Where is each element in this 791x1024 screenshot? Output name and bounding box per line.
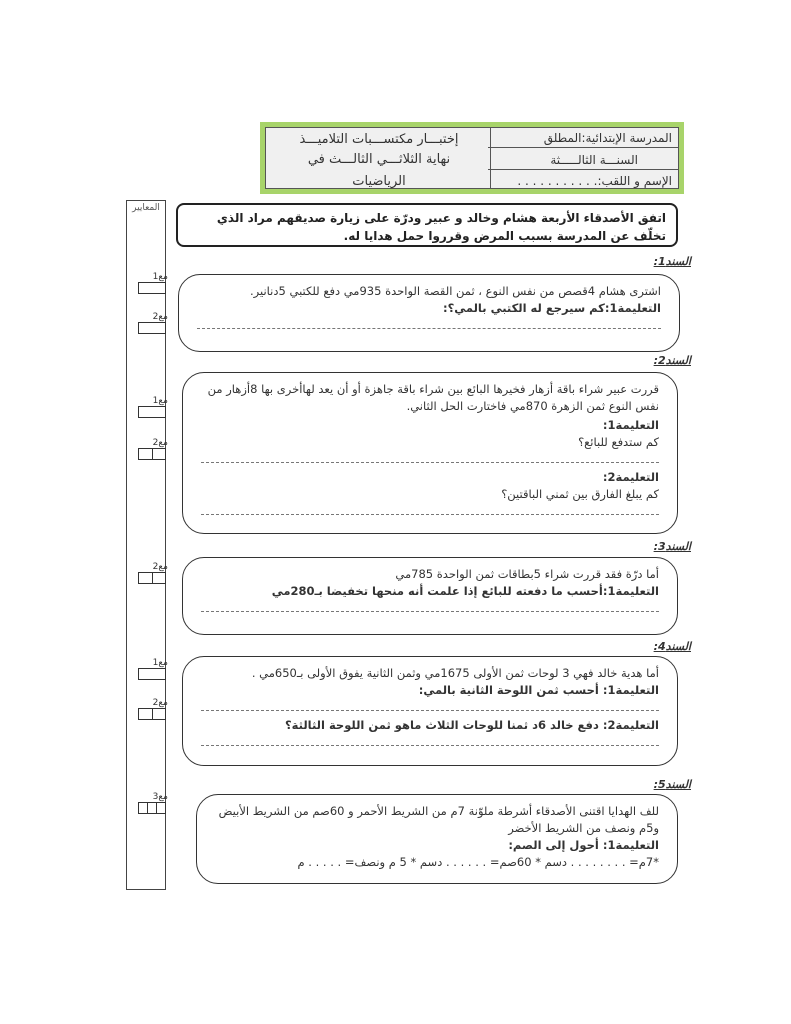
intro-paragraph: اتفق الأصدقاء الأربعة هشام وخالد و عبير ودرّة على زيارة صديقهم مراد الذي تخلّف عن المدرسة بسبب المرض وقرروا حمل هدايا له.: [176, 203, 678, 247]
section-5-task-1: التعليمة1: أحول إلى الصم:: [508, 838, 659, 852]
section-2-task-2-label: التعليمة2:: [602, 470, 659, 484]
score-box: [138, 312, 168, 334]
school-year: السنـــة الثالـــــثة: [550, 153, 638, 167]
section-5-conversion-line: *7م= . . . . . . . . دسم * 60صم= . . . . . . دسم * 5 م ونصف= . . . . . م: [297, 855, 659, 869]
section-3-task-1: التعليمة1:أحسب ما دفعته للبائع إذا علمت أنه منحها تخفيضا بـ280مي: [271, 584, 659, 598]
exam-title-line3: الرياضيات: [352, 174, 406, 189]
score-cells: [138, 668, 166, 680]
section-2-panel: [182, 372, 678, 534]
section-2-text: قررت عبير شراء باقة أزهار فخيرها البائع بين شراء باقة جاهزة أو أن يعد لهاأخرى بها 8أزهار من نفس النوع ثمن الزهرة 870مي فاختارت الحل الثاني.: [207, 382, 659, 413]
score-box: [138, 698, 168, 720]
score-cells: [138, 282, 166, 294]
criteria-header: المعايير: [132, 203, 160, 213]
score-label: مع2: [152, 562, 168, 572]
answer-line: [201, 453, 659, 463]
section-3-panel: [182, 557, 678, 635]
score-label: مع2: [152, 698, 168, 708]
score-label: مع1: [152, 272, 168, 282]
section-5-panel: [196, 794, 678, 884]
score-box: [138, 272, 168, 294]
score-box: [138, 396, 168, 418]
section-2-task-2-question: كم يبلغ الفارق بين ثمني الباقتين؟: [501, 487, 659, 501]
score-box: [138, 562, 168, 584]
section-3-text: أما درّة فقد قررت شراء 5بطاقات ثمن الواحدة 785مي: [395, 567, 659, 581]
answer-line: [201, 736, 659, 746]
score-cells: [138, 448, 166, 460]
section-5-title: السند5:: [653, 778, 691, 791]
score-box: [138, 438, 168, 460]
score-label: مع2: [152, 438, 168, 448]
score-cells: [138, 322, 166, 334]
section-1-text: اشترى هشام 4قصص من نفس النوع ، ثمن القصة الواحدة 935مي دفع للكتبي 5دنانير.: [250, 284, 661, 298]
section-4-title: السند4:: [653, 640, 691, 653]
score-label: مع1: [152, 658, 168, 668]
criteria-column: [126, 200, 166, 890]
score-cells: [138, 572, 166, 584]
section-4-text: أما هدية خالد فهي 3 لوحات ثمن الأولى 1675مي وثمن الثانية يفوق الأولى بـ650مي .: [251, 666, 659, 680]
section-1-panel: [178, 274, 680, 352]
section-4-panel: [182, 656, 678, 766]
section-2-title: السند2:: [653, 354, 691, 367]
answer-line: [197, 319, 661, 329]
score-label: مع1: [152, 396, 168, 406]
section-2-task-1-question: كم ستدفع للبائع؟: [578, 435, 659, 449]
answer-line: [201, 602, 659, 612]
score-box: [138, 658, 168, 680]
score-cells: [138, 406, 166, 418]
section-2-task-1-label: التعليمة1:: [602, 418, 659, 432]
school-name: المدرسة الإبتدائية:المطلق: [543, 131, 672, 145]
score-cells: [138, 708, 166, 720]
score-cells: [138, 802, 166, 814]
answer-line: [201, 505, 659, 515]
score-label: مع3: [152, 792, 168, 802]
exam-header: [260, 122, 684, 194]
score-box: [138, 792, 168, 814]
exam-title-line1: إختبـــار مكتســـبات التلاميـــذ: [299, 132, 459, 147]
score-label: مع2: [152, 312, 168, 322]
header-table: [265, 127, 679, 189]
section-1-title: السند1:: [653, 255, 691, 268]
section-1-task-1: التعليمة1:كم سيرجع له الكتبي بالمي؟:: [443, 301, 661, 315]
exam-title-line2: نهاية الثلاثـــي الثالـــث في: [307, 152, 451, 167]
section-4-task-1: التعليمة1: أحسب ثمن اللوحة الثانية بالمي:: [418, 683, 659, 697]
section-5-text: للف الهدايا اقتنى الأصدقاء أشرطة ملوّنة 7م من الشريط الأحمر و 60صم من الشريط الأبيض و5م ونصف من الشريط الأخضر: [218, 804, 659, 835]
section-3-title: السند3:: [653, 540, 691, 553]
section-4-task-2: التعليمة2: دفع خالد 6د ثمنا للوحات الثلاث ماهو ثمن اللوحة الثالثة؟: [285, 718, 659, 732]
student-name-field: الإسم و اللقب:. . . . . . . . . . .: [517, 174, 672, 188]
answer-line: [201, 701, 659, 711]
